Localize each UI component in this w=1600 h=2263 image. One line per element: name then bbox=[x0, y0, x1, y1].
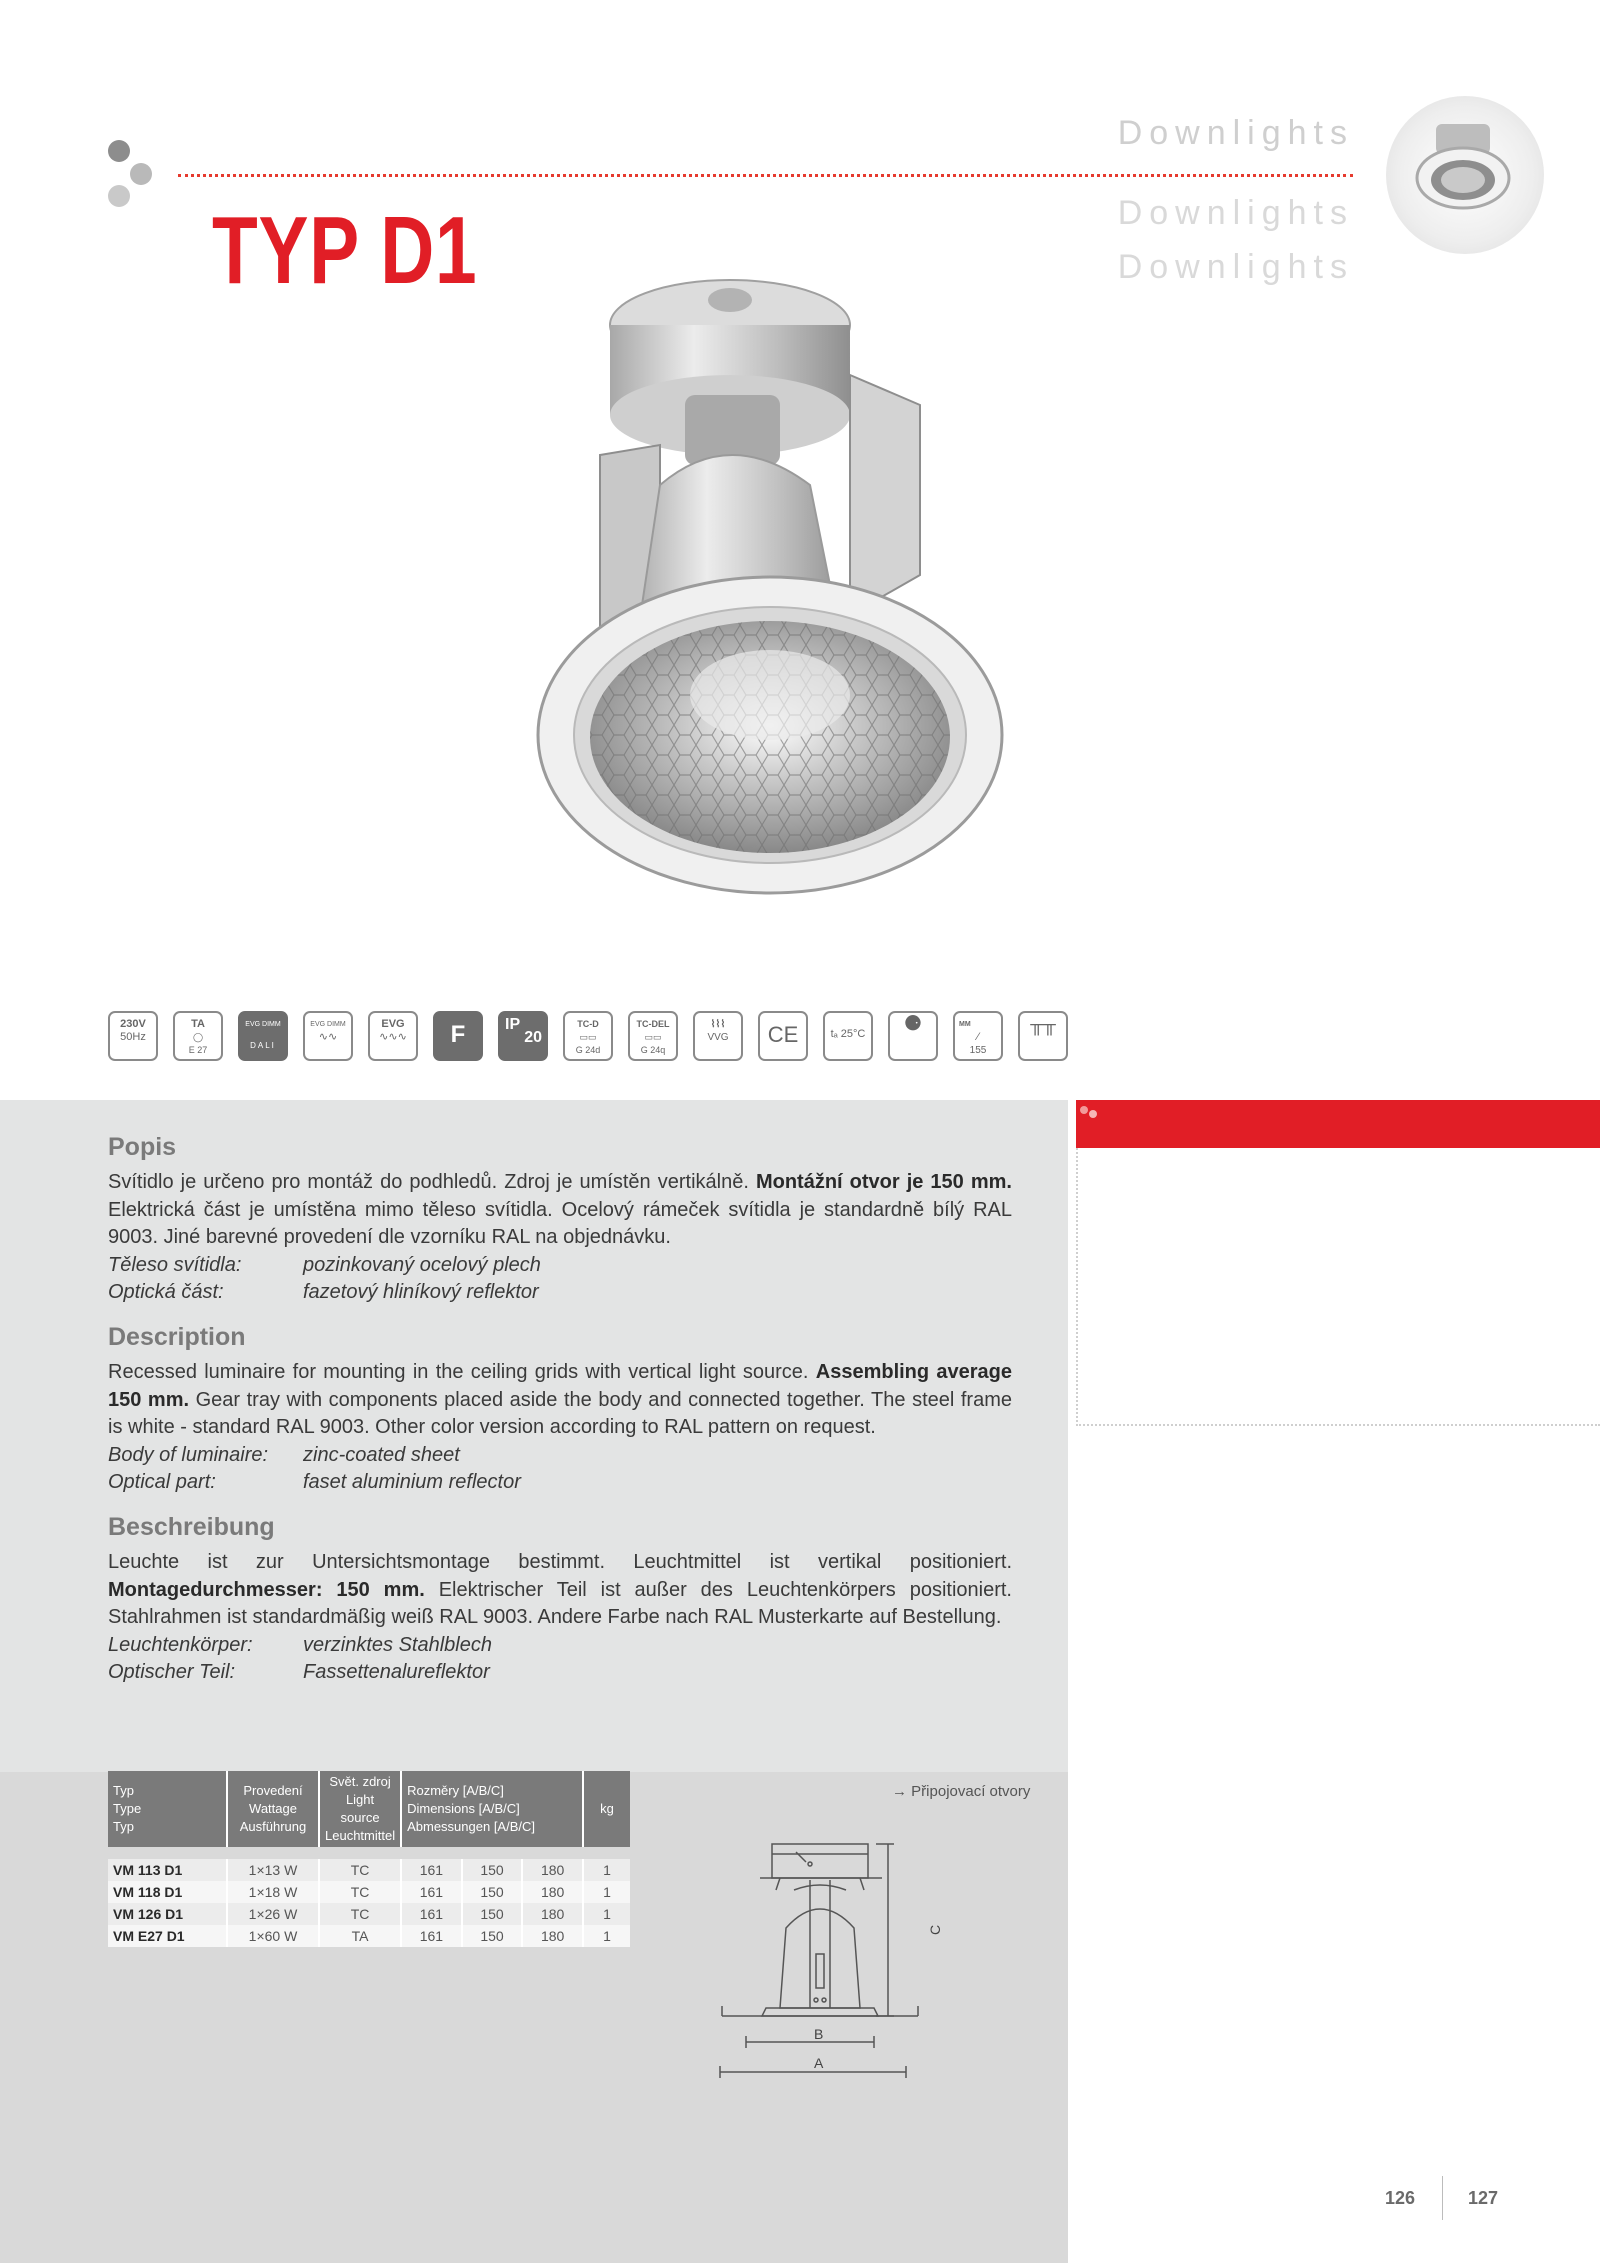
voltage-icon: 230V 50Hz bbox=[108, 1011, 158, 1061]
beschreibung-text: Leuchte ist zur Untersichtsmontage bestimmt. Leuchtmittel ist vertikal positioniert. Montagedurchmesser: 150 mm. Elektrischer Teil ist außer des Leuchtenkörpers positioniert. Stahlrahmen ist standardmäßig weiß RAL 9003. Andere Farbe nach RAL Musterkarte auf Bestellung. bbox=[108, 1551, 1012, 1628]
description-prop-1: Body of luminaire: zinc-coated sheet bbox=[108, 1444, 460, 1466]
table-header-row bbox=[108, 1771, 630, 1847]
category-label: Downlights bbox=[1117, 114, 1354, 152]
table-row: VM E27 D1 1×60 W TA 161 150 180 1 bbox=[108, 1925, 630, 1947]
dimension-a-label: A bbox=[814, 2055, 824, 2071]
header-divider bbox=[178, 174, 1353, 177]
col-type: Typ Type Typ bbox=[108, 1771, 227, 1847]
evg-icon: EVG ∿∿∿ bbox=[368, 1011, 418, 1061]
temperature-icon: tₐ 25°C bbox=[823, 1011, 873, 1061]
col-wattage: Provedení Wattage Ausführung bbox=[227, 1771, 319, 1847]
table-row: VM 118 D1 1×18 W TC 161 150 180 1 bbox=[108, 1881, 630, 1903]
description-text: Recessed luminaire for mounting in the ceiling grids with vertical light source. Assembling average 150 mm. Gear tray with components placed aside the body and connected together. The steel frame is white - standard RAL 9003. Other color version according to RAL pattern on request. bbox=[108, 1361, 1013, 1438]
beschreibung-prop-2: Optischer Teil: Fassettenalureflektor bbox=[108, 1661, 490, 1683]
popis-prop-1: Těleso svítidla: pozinkovaný ocelový plech bbox=[108, 1254, 541, 1276]
arrow-right-icon: → bbox=[892, 1783, 912, 1800]
product-table bbox=[108, 1771, 630, 1947]
evg-dimm-dali-icon: EVG DIMM DALI bbox=[238, 1011, 288, 1061]
popis-text: Svítidlo je určeno pro montáž do podhledů. Zdroj je umístěn vertikálně. Montážní otvor je 150 mm. Elektrická část je umístěna mimo těleso svítidla. Ocelový rámeček svítidla je standardně bílý RAL 9003. Jiné barevné provedení dle vzorníku RAL na objednávku. bbox=[108, 1171, 1012, 1248]
dimension-b-label: B bbox=[814, 2026, 824, 2042]
col-dimensions: Rozměry [A/B/C] Dimensions [A/B/C] Abmessungen [A/B/C] bbox=[401, 1771, 583, 1847]
product-photo bbox=[520, 255, 1040, 935]
side-box bbox=[1076, 1148, 1600, 1426]
table-row: VM 113 D1 1×13 W TC 161 150 180 1 bbox=[108, 1859, 630, 1881]
evg-dimm-icon: EVG DIMM ∿∿ bbox=[303, 1011, 353, 1061]
col-light-source: Svět. zdroj Light source Leuchtmittel bbox=[319, 1771, 401, 1847]
beschreibung-heading: Beschreibung bbox=[108, 1513, 275, 1541]
description-heading: Description bbox=[108, 1323, 246, 1351]
popis-prop-2: Optická část: fazetový hliníkový reflektor bbox=[108, 1281, 539, 1303]
product-thumbnail bbox=[1386, 96, 1544, 254]
red-accent-bar bbox=[1076, 1100, 1600, 1148]
ball-impact-icon: ⚈ bbox=[888, 1011, 938, 1061]
dimension-c-label: C bbox=[927, 1924, 943, 1935]
lamp-ta-icon: TA ◯ E 27 bbox=[173, 1011, 223, 1061]
mounting-depth-icon: MM ⁄ 155 bbox=[953, 1011, 1003, 1061]
technical-drawing bbox=[710, 1830, 970, 2090]
vvg-icon: ⌇⌇⌇ VVG bbox=[693, 1011, 743, 1061]
f-mark-icon: F bbox=[433, 1011, 483, 1061]
category-label-3: Downlights bbox=[1117, 248, 1354, 286]
page-number-right: 127 bbox=[1468, 2188, 1499, 2208]
description-prop-2: Optical part: faset aluminium reflector bbox=[108, 1471, 521, 1493]
page-title: TYP D1 bbox=[212, 197, 478, 304]
category-label-2: Downlights bbox=[1117, 194, 1354, 232]
beschreibung-prop-1: Leuchtenkörper: verzinktes Stahlblech bbox=[108, 1634, 492, 1656]
ce-icon: CE bbox=[758, 1011, 808, 1061]
tc-d-icon: TC-D ▭▭ G 24d bbox=[563, 1011, 613, 1061]
popis-heading: Popis bbox=[108, 1133, 177, 1161]
page-separator bbox=[1442, 2176, 1443, 2220]
ceiling-mount-icon: ╥╥ bbox=[1018, 1011, 1068, 1061]
col-kg: kg bbox=[583, 1771, 630, 1847]
connection-holes-label: → Připojovací otvory bbox=[892, 1783, 1031, 1800]
page-number-left: 126 bbox=[1385, 2188, 1416, 2208]
table-row: VM 126 D1 1×26 W TC 161 150 180 1 bbox=[108, 1903, 630, 1925]
tc-del-icon: TC-DEL ▭▭ G 24q bbox=[628, 1011, 678, 1061]
ip20-icon: IP 20 bbox=[498, 1011, 548, 1061]
